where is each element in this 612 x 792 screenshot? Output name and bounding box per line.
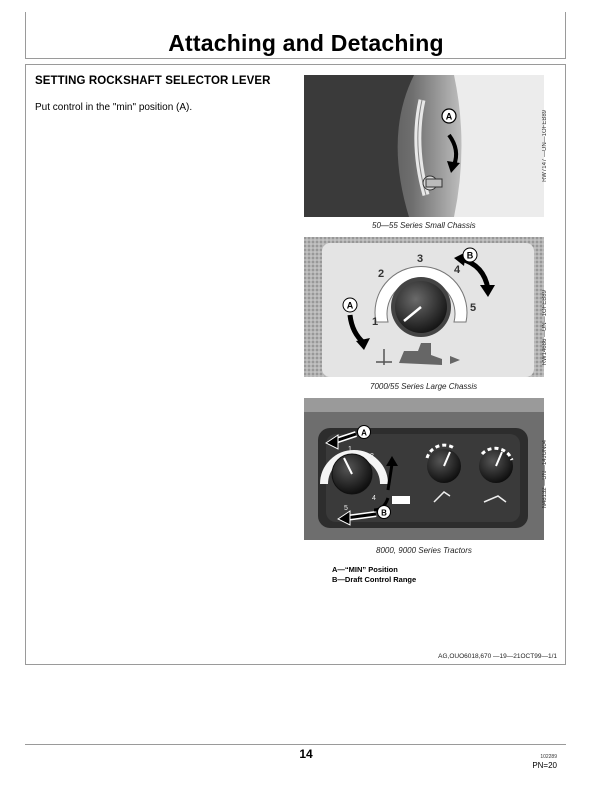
dial-number: 2 [378, 268, 385, 280]
legend-item-a: A—“MIN” Position [332, 565, 398, 574]
callout-b: B [466, 250, 474, 261]
dial-number: 5 [344, 505, 348, 512]
figure-caption: 50—55 Series Small Chassis [372, 221, 476, 230]
document-reference: AG,OUO6018,670 —19—21OCT99—1/1 [438, 653, 557, 660]
section-heading: SETTING ROCKSHAFT SELECTOR LEVER [35, 75, 271, 87]
figure-caption: 7000/55 Series Large Chassis [370, 382, 478, 391]
callout-a: A [445, 111, 453, 122]
callout-b: B [381, 508, 387, 518]
callout-a: A [346, 300, 354, 311]
dial-number: 2 [370, 453, 374, 460]
dial-number: 1 [372, 316, 379, 328]
photo-small-chassis-lever [304, 75, 544, 217]
page-number: 14 [299, 747, 313, 761]
figure-caption: 8000, 9000 Series Tractors [376, 546, 472, 555]
legend-item-b: B—Draft Control Range [332, 575, 417, 584]
footer-code: 102289 [540, 754, 557, 760]
page-title: Attaching and Detaching [168, 30, 444, 56]
instruction-text: Put control in the "min" position (A). [35, 102, 193, 113]
figure-code: RW7147 —UN—1OFEB89 [542, 110, 548, 182]
dial-number: 4 [454, 264, 461, 276]
pn-label: PN=20 [532, 761, 557, 770]
dial-number: 3 [417, 253, 424, 265]
dial-number: 5 [470, 302, 477, 314]
photo-large-chassis-dial [304, 237, 544, 377]
figure-code: RW14686 —UN—1OFEB89 [542, 290, 548, 366]
dial-number: 4 [372, 495, 376, 502]
footer-divider [25, 744, 566, 745]
dial-number: 1 [348, 446, 352, 453]
figure-code: N48132 —UN—14JUN04 [542, 440, 548, 509]
dial-number: 3 [382, 475, 386, 482]
photo-8000-9000-console [304, 398, 544, 540]
callout-a: A [361, 428, 367, 438]
figure-legend [332, 565, 416, 585]
